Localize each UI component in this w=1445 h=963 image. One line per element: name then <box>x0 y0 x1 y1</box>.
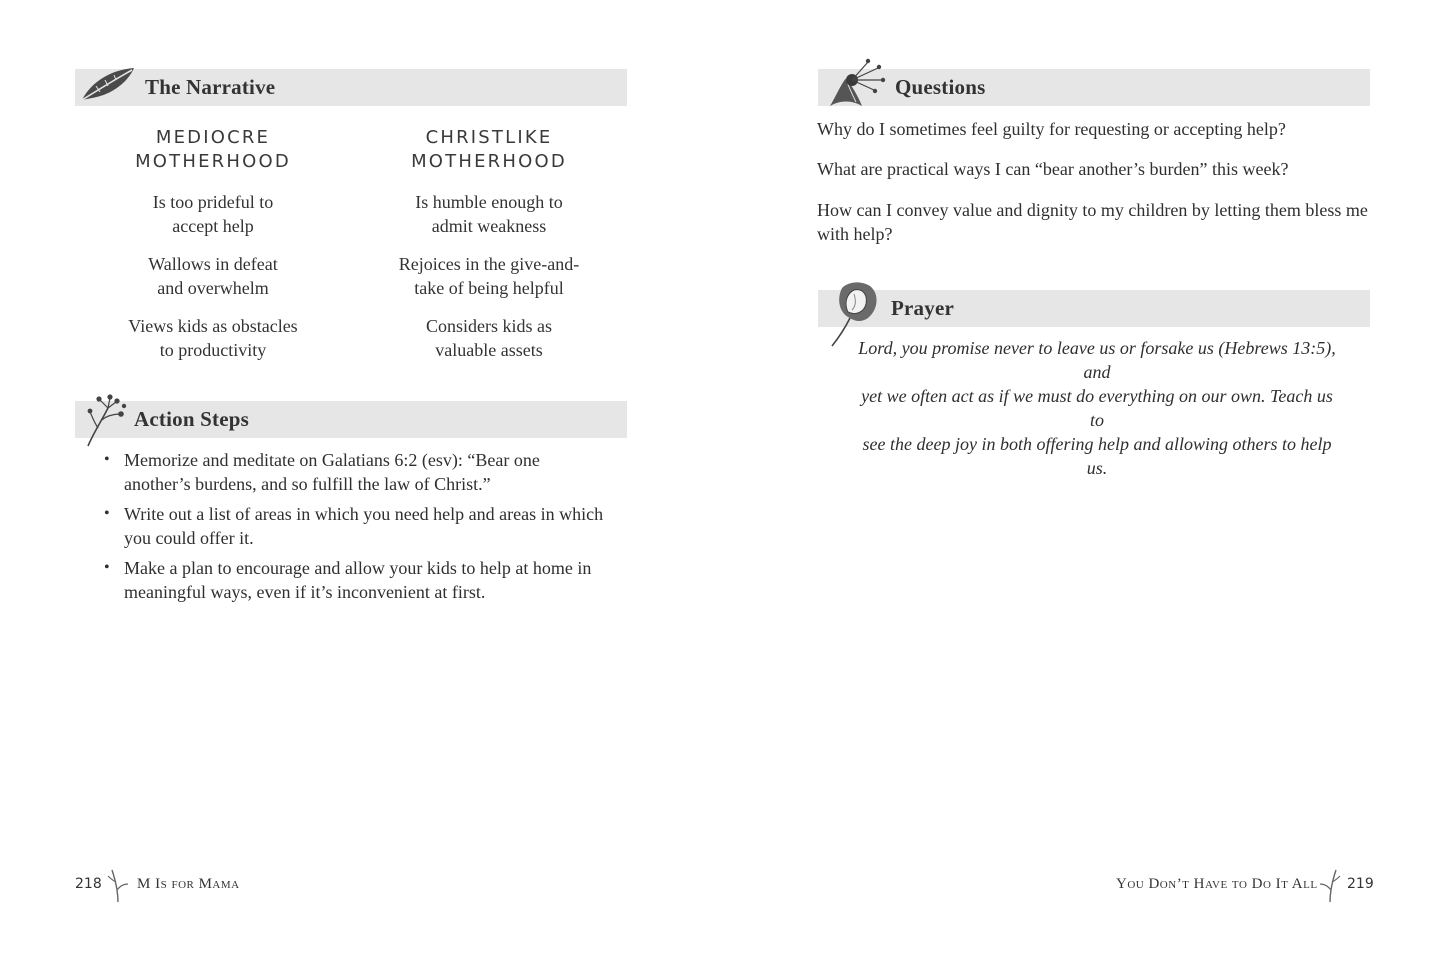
feather-icon <box>78 64 138 104</box>
item-line: Rejoices in the give-and- <box>398 254 580 274</box>
item-line: Is humble enough to <box>415 192 563 212</box>
right-page <box>722 0 1445 963</box>
prayer-text <box>852 336 1342 480</box>
column-heading-mediocre <box>83 126 343 174</box>
flower-icon <box>822 56 888 112</box>
item-line: admit weakness <box>431 216 547 236</box>
question-item: What are practical ways I can “bear another’s burden” this week? <box>817 159 1289 179</box>
sprig-ornament-icon <box>1318 866 1342 904</box>
christlike-item <box>359 190 619 238</box>
item-line: Is too prideful to <box>152 192 274 212</box>
heading-line: MEDIOCRE <box>155 127 271 148</box>
item-line: accept help <box>172 216 254 236</box>
questions-title: Questions <box>895 75 986 99</box>
narrative-title: The Narrative <box>145 75 276 99</box>
berry-sprig-icon <box>84 392 130 448</box>
christlike-item <box>359 252 619 300</box>
action-steps-title: Action Steps <box>134 407 249 431</box>
item-line: take of being helpful <box>414 278 564 298</box>
sprig-ornament-icon <box>106 866 130 904</box>
prayer-line: see the deep joy in both offering help and allowing others to help us. <box>862 434 1332 478</box>
mediocre-item <box>83 190 343 238</box>
question-item: Why do I sometimes feel guilty for requesting or accepting help? <box>817 119 1286 139</box>
footer-right <box>1347 876 1374 893</box>
page-number: 219 <box>1347 876 1374 892</box>
running-head-right: You Don’t Have to Do It All <box>1116 876 1318 892</box>
christlike-item <box>359 314 619 362</box>
item-line: valuable assets <box>435 340 543 360</box>
heading-line: CHRISTLIKE <box>425 127 553 148</box>
column-heading-christlike <box>359 126 619 174</box>
item-line: Wallows in defeat <box>148 254 278 274</box>
prayer-line: yet we often act as if we must do everything on our own. Teach us to <box>861 386 1333 430</box>
item-line: and overwhelm <box>157 278 269 298</box>
footer-left <box>75 876 102 893</box>
list-item: • Make a plan to encourage and allow your kids to help at home in meaningful ways, even if it’s inconvenient at first. <box>104 556 604 604</box>
action-steps-list <box>104 448 604 610</box>
item-line: to productivity <box>159 340 267 360</box>
mediocre-item <box>83 252 343 300</box>
left-page <box>0 0 722 963</box>
prayer-title: Prayer <box>891 296 954 320</box>
list-item: • Memorize and meditate on Galatians 6:2 (esv): “Bear one another’s burdens, and so fulfill the law of Christ.” <box>104 448 604 496</box>
running-head-left: M Is for Mama <box>137 876 240 892</box>
prayer-line: Lord, you promise never to leave us or forsake us (Hebrews 13:5), and <box>858 338 1336 382</box>
page-number: 218 <box>75 876 102 892</box>
heading-line: MOTHERHOOD <box>135 151 291 172</box>
heading-line: MOTHERHOOD <box>411 151 567 172</box>
question-item: How can I convey value and dignity to my children by letting them bless me with help? <box>817 200 1368 244</box>
item-line: Considers kids as <box>426 316 552 336</box>
mediocre-item <box>83 314 343 362</box>
item-line: Views kids as obstacles <box>128 316 298 336</box>
list-item: • Write out a list of areas in which you need help and areas in which you could offer it. <box>104 502 604 550</box>
